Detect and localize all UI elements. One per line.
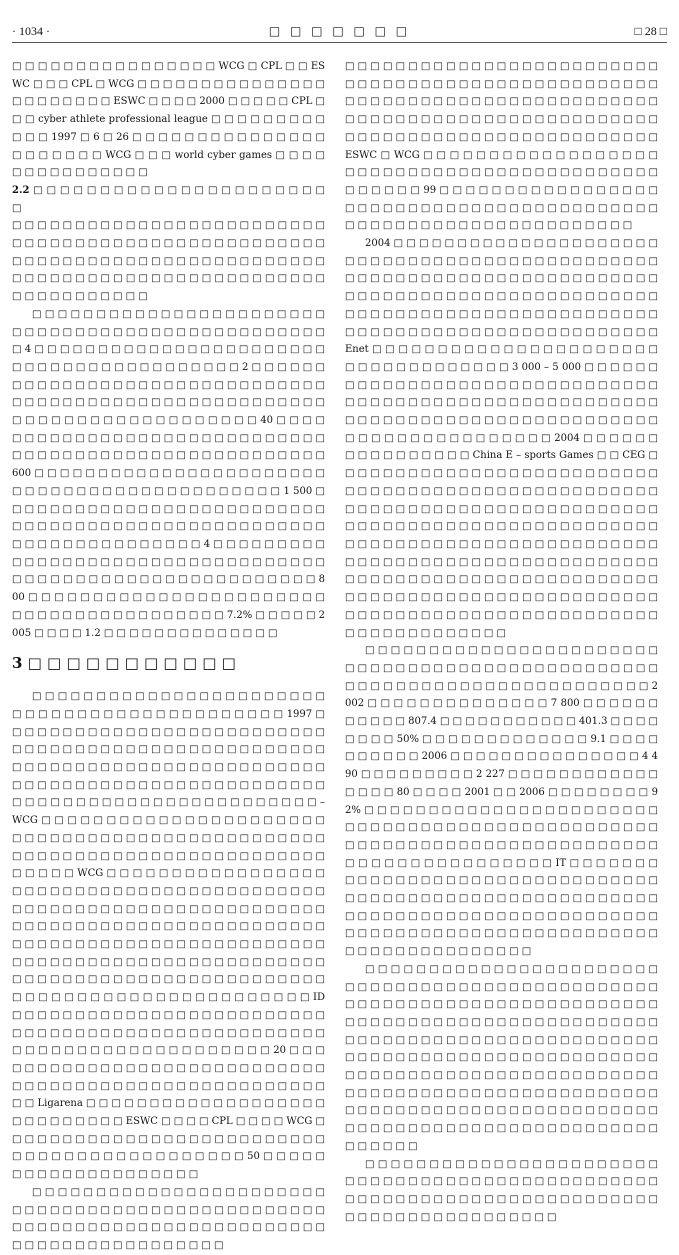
subsection-heading: 2.2 □ □ □ □ □ □ □ □ □ □ □ □ □ □ □ □ □ □ □ □ □ □ □ [12, 184, 325, 214]
paragraph: □ □ □ □ □ □ □ □ □ □ □ □ □ □ □ □ WCG □ CPL □ □ ESWC □ □ □ CPL □ WCG □ □ □ □ □ □ □ □ □ □ □ □ □ □ □ □ □ □ □ □ □ □ □ ESWC □ □ □ □ 2000 □ □ □ □ □ CPL □ □ □ cyber athlete professional league □ □ □ □ □ □ □ □ □ □ □ □ 1997 □ 6 □ 26 □ □ □ □ □ □ □ □ □ □ □ □ □ □ □ □ □ □ □ □ □ □ WCG □ □ □ world cyber games □ □ □ □ □ □ □ □ □ □ □ □ □ □ □ [12, 61, 325, 179]
journal-title: □ □ □ □ □ □ □ [268, 24, 411, 38]
paragraph: □ □ □ □ □ □ □ □ □ □ □ □ □ □ □ □ □ □ □ □ □ □ □ □ □ □ □ □ □ □ □ □ □ □ □ □ □ □ □ □ □ □ □ □ □ □ □ □ □ □ □ □ □ □ □ □ □ □ □ □ □ □ □ □ □ □ □ □ □ □ □ □ 2002 □ □ □ □ □ □ □ □ □ □ □ □ □ □ 7 800 □ □ □ □ □ □ □ □ □ □ □ 807.4 □ □ □ □ □ □ □ □ □ □ □ 401.3 □ □ □ □ □ □ □ □ 50% □ □ □ □ □ □ □ □ □ □ □ □ □ 9.1 □ □ □ □ □ □ □ □ □ □ 2006 □ □ □ □ □ □ □ □ □ □ □ □ □ □ □ 4 490 □ □ □ □ □ □ □ □ □ 2 227 □ □ □ □ □ □ □ □ □ □ □ □ □ □ □ □ 80 □ □ □ □ 2001 □ □ 2006 □ □ □ □ □ □ □ □ 92% □ □ □ □ □ □ □ □ □ □ □ □ □ □ □ □ □ □ □ □ □ □ □ □ □ □ □ □ □ □ □ □ □ □ □ □ □ □ □ □ □ □ □ □ □ □ □ □ □ □ □ □ □ □ □ □ □ □ □ □ □ □ □ □ □ □ □ □ □ □ □ □ □ □ □ □ □ □ □ □ □ □ □ □ □ □ □ □ □ IT □ □ □ □ □ □ □ □ □ □ □ □ □ □ □ □ □ □ □ □ □ □ □ □ □ □ □ □ □ □ □ □ □ □ □ □ □ □ □ □ □ □ □ □ □ □ □ □ □ □ □ □ □ □ □ □ □ □ □ □ □ □ □ □ □ □ □ □ □ □ □ □ □ □ □ □ □ □ □ □ □ □ □ □ □ □ □ □ □ □ □ □ □ □ □ □ □ □ □ □ □ □ □ □ □ □ □ □ □ □ □ □ □ □ □ □ □ □ □ □ □ □ [345, 645, 658, 958]
left-column [12, 58, 325, 1255]
paragraph: □ □ □ □ □ □ □ □ □ □ □ □ □ □ □ □ □ □ □ □ □ □ □ □ □ □ □ □ □ □ □ □ □ □ □ □ □ □ □ □ □ □ □ □ □ □ □ □ □ □ □ □ □ □ □ □ □ □ □ □ □ □ □ □ □ □ □ □ □ □ □ □ □ □ □ □ □ □ □ □ □ □ □ □ □ □ □ □ □ □ □ □ □ □ □ □ □ □ □ □ □ □ □ □ □ □ □ □ □ □ □ □ □ □ □ □ □ □ □ □ □ □ □ □ □ ESWC □ WCG □ □ □ □ □ □ □ □ □ □ □ □ □ □ □ □ □ □ □ □ □ □ □ □ □ □ □ □ □ □ □ □ □ □ □ □ □ □ □ □ □ □ □ □ □ □ □ □ □ 99 □ □ □ □ □ □ □ □ □ □ □ □ □ □ □ □ □ □ □ □ □ □ □ □ □ □ □ □ □ □ □ □ □ □ □ □ □ □ □ □ □ □ □ □ □ □ □ □ □ □ □ □ □ □ □ □ □ □ □ □ □ □ □ □ □ [345, 61, 658, 232]
paragraph: 2004 □ □ □ □ □ □ □ □ □ □ □ □ □ □ □ □ □ □ □ □ □ □ □ □ □ □ □ □ □ □ □ □ □ □ □ □ □ □ □ □ □ □ □ □ □ □ □ □ □ □ □ □ □ □ □ □ □ □ □ □ □ □ □ □ □ □ □ □ □ □ □ □ □ □ □ □ □ □ □ □ □ □ □ □ □ □ □ □ □ □ □ □ □ □ □ □ □ □ □ □ □ □ □ □ □ □ □ □ □ □ □ □ □ □ □ □ □ □ □ □ □ □ □ □ □ □ □ □ □ □ □ □ □ □ □ □ □ □ □ □ □ □ □ □ □ □ Enet □ □ □ □ □ □ □ □ □ □ □ □ □ □ □ □ □ □ □ □ □ □ □ □ □ □ □ □ □ □ □ □ □ □ □ 3 000 – 5 000 □ □ □ □ □ □ □ □ □ □ □ □ □ □ □ □ □ □ □ □ □ □ □ □ □ □ □ □ □ □ □ □ □ □ □ □ □ □ □ □ □ □ □ □ □ □ □ □ □ □ □ □ □ □ □ □ □ □ □ □ □ □ □ □ □ □ □ □ □ □ □ □ □ □ □ □ □ □ □ □ □ □ □ □ □ □ □ □ □ □ □ □ □ □ □ □ □ 2004 □ □ □ □ □ □ □ □ □ □ □ □ □ □ □ □ China E – sports Games □ □ CEG □ □ □ □ □ □ □ □ □ □ □ □ □ □ □ □ □ □ □ □ □ □ □ □ □ □ □ □ □ □ □ □ □ □ □ □ □ □ □ □ □ □ □ □ □ □ □ □ □ □ □ □ □ □ □ □ □ □ □ □ □ □ □ □ □ □ □ □ □ □ □ □ □ □ □ □ □ □ □ □ □ □ □ □ □ □ □ □ □ □ □ □ □ □ □ □ □ □ □ □ □ □ □ □ □ □ □ □ □ □ □ □ □ □ □ □ □ □ □ □ □ □ □ □ □ □ □ □ □ □ □ □ □ □ □ □ □ □ □ □ □ □ □ □ □ □ □ □ □ □ □ □ □ □ □ □ □ □ □ □ □ □ □ □ □ □ □ □ □ □ □ □ □ □ □ □ □ □ □ □ □ □ □ □ □ □ □ □ □ □ □ □ □ □ □ □ □ □ □ □ □ □ □ □ □ □ □ □ □ □ □ □ □ □ □ □ □ □ □ □ □ □ □ □ □ □ □ □ □ □ □ □ □ □ □ □ □ □ □ [345, 238, 658, 639]
paragraph: □ □ □ □ □ □ □ □ □ □ □ □ □ □ □ □ □ □ □ □ □ □ □ □ □ □ □ □ □ □ □ □ □ □ □ □ □ □ □ □ □ □ □ □ □ □ □ □ □ □ □ □ □ □ □ □ □ □ □ □ □ □ □ □ □ □ □ □ □ □ □ □ □ □ □ □ □ □ □ □ □ □ □ □ □ □ □ □ □ □ [345, 1158, 658, 1223]
page-number: · 1034 · [12, 24, 50, 38]
paragraph: □ □ □ □ □ □ □ □ □ □ □ □ □ □ □ □ □ □ □ □ □ □ □ □ □ □ □ □ □ □ □ □ □ □ □ □ □ □ □ □ □ □ □ □ □ □ □ □ □ □ □ □ □ □ □ □ □ □ □ □ □ □ □ □ □ □ □ □ □ □ □ □ □ □ □ □ □ □ □ □ □ □ □ □ □ □ □ □ □ □ □ □ □ □ □ □ □ □ □ □ □ □ □ □ □ □ □ □ □ □ □ [12, 220, 325, 303]
volume-number: □ 28 □ [634, 24, 667, 38]
paragraph: □ □ □ □ □ □ □ □ □ □ □ □ □ □ □ □ □ □ □ □ □ □ □ □ □ □ □ □ □ □ □ □ □ □ □ □ □ □ □ □ □ □ □ □ □ □ □ □ □ □ □ □ □ □ □ □ □ □ □ □ □ □ □ □ □ □ □ □ □ □ □ □ □ □ □ □ □ □ □ □ □ □ □ □ □ □ □ □ □ □ [12, 1186, 325, 1251]
paragraph: □ □ □ □ □ □ □ □ □ □ □ □ □ □ □ □ □ □ □ □ □ □ □ □ □ □ □ □ □ □ □ □ □ □ □ □ □ □ □ □ □ □ □ □ □ □ □ □ □ □ □ □ □ □ □ □ □ □ □ □ □ □ □ □ □ □ □ □ □ □ □ □ □ □ □ □ □ □ □ □ □ □ □ □ □ □ □ □ □ □ □ □ □ □ □ □ □ □ □ □ □ □ □ □ □ □ □ □ □ □ □ □ □ □ □ □ □ □ □ □ □ □ □ □ □ □ □ □ □ □ □ □ □ □ □ □ □ □ □ □ □ □ □ □ □ □ □ □ □ □ □ □ □ □ □ □ □ □ □ □ □ □ □ □ □ □ □ □ □ □ □ □ □ □ □ □ □ □ □ □ □ □ □ □ □ □ □ □ □ □ □ □ □ □ □ □ □ □ □ □ □ □ □ □ □ □ □ □ □ □ □ □ □ □ □ □ □ □ □ □ □ □ □ □ □ □ □ □ □ □ □ □ □ □ □ □ □ □ □ □ □ □ □ □ □ □ □ □ □ □ □ □ □ □ [345, 963, 658, 1152]
paragraph: □ □ □ □ □ □ □ □ □ □ □ □ □ □ □ □ □ □ □ □ □ □ □ □ □ □ □ □ □ □ □ □ □ □ □ □ □ □ □ □ □ □ □ □ □ □ □ □ □ 4 □ □ □ □ □ □ □ □ □ □ □ □ □ □ □ □ □ □ □ □ □ □ □ □ □ □ □ □ □ □ □ □ □ □ □ □ □ □ □ □ □ 2 □ □ □ □ □ □ □ □ □ □ □ □ □ □ □ □ □ □ □ □ □ □ □ □ □ □ □ □ □ □ □ □ □ □ □ □ □ □ □ □ □ □ □ □ □ □ □ □ □ □ □ □ □ □ □ □ □ □ □ □ □ □ □ □ □ □ □ □ □ □ □ □ □ □ □ 40 □ □ □ □ □ □ □ □ □ □ □ □ □ □ □ □ □ □ □ □ □ □ □ □ □ □ □ □ □ □ □ □ □ □ □ □ □ □ □ □ □ □ □ □ □ □ □ □ □ □ □ □ □ □ 600 □ □ □ □ □ □ □ □ □ □ □ □ □ □ □ □ □ □ □ □ □ □ □ □ □ □ □ □ □ □ □ □ □ □ □ □ □ □ □ □ □ □ □ □ 1 500 □ □ □ □ □ □ □ □ □ □ □ □ □ □ □ □ □ □ □ □ □ □ □ □ □ □ □ □ □ □ □ □ □ □ □ □ □ □ □ □ □ □ □ □ □ □ □ □ □ □ □ □ □ □ □ □ □ □ □ □ □ □ □ □ □ □ 4 □ □ □ □ □ □ □ □ □ □ □ □ □ □ □ □ □ □ □ □ □ □ □ □ □ □ □ □ □ □ □ □ □ □ □ □ □ □ □ □ □ □ □ □ □ □ □ □ □ □ □ □ □ □ □ □ □ □ 800 □ □ □ □ □ □ □ □ □ □ □ □ □ □ □ □ □ □ □ □ □ □ □ □ □ □ □ □ □ □ □ □ □ □ □ □ □ □ □ □ 7.2% □ □ □ □ □ 2005 □ □ □ □ 1.2 □ □ □ □ □ □ □ □ □ □ □ □ □ □ [12, 308, 325, 639]
section-heading: 3 □ □ □ □ □ □ □ □ □ □ □ [12, 654, 236, 673]
paragraph: □ □ □ □ □ □ □ □ □ □ □ □ □ □ □ □ □ □ □ □ □ □ □ □ □ □ □ □ □ □ □ □ □ □ □ □ □ □ □ □ □ □ □ □ 1997 □ □ □ □ □ □ □ □ □ □ □ □ □ □ □ □ □ □ □ □ □ □ □ □ □ □ □ □ □ □ □ □ □ □ □ □ □ □ □ □ □ □ □ □ □ □ □ □ □ □ □ □ □ □ □ □ □ □ □ □ □ □ □ □ □ □ □ □ □ □ □ □ □ □ □ □ □ □ □ □ □ □ □ □ □ □ □ □ □ □ □ □ □ □ □ □ □ □ □ □ □ □ □ □ □ □ □ □ □ □ □ □ □ □ □ □ □ □ □ □ □ □ □ □ □ – WCG □ □ □ □ □ □ □ □ □ □ □ □ □ □ □ □ □ □ □ □ □ □ □ □ □ □ □ □ □ □ □ □ □ □ □ □ □ □ □ □ □ □ □ □ □ □ □ □ □ □ □ □ □ □ □ □ □ □ □ □ □ □ □ □ □ □ □ □ □ □ □ □ □ □ □ □ □ WCG □ □ □ □ □ □ □ □ □ □ □ □ □ □ □ □ □ □ □ □ □ □ □ □ □ □ □ □ □ □ □ □ □ □ □ □ □ □ □ □ □ □ □ □ □ □ □ □ □ □ □ □ □ □ □ □ □ □ □ □ □ □ □ □ □ □ □ □ □ □ □ □ □ □ □ □ □ □ □ □ □ □ □ □ □ □ □ □ □ □ □ □ □ □ □ □ □ □ □ □ □ □ □ □ □ □ □ □ □ □ □ □ □ □ □ □ □ □ □ □ □ □ □ □ □ □ □ □ □ □ □ □ □ □ □ □ □ □ □ □ □ □ □ □ □ □ □ □ □ □ □ □ □ □ □ □ □ □ □ □ □ □ □ □ □ □ □ □ □ □ □ □ □ □ □ □ □ □ □ □ □ □ □ □ □ □ □ □ □ □ ID □ □ □ □ □ □ □ □ □ □ □ □ □ □ □ □ □ □ □ □ □ □ □ □ □ □ □ □ □ □ □ □ □ □ □ □ □ □ □ □ □ □ □ □ □ □ □ □ □ □ □ □ □ □ □ □ □ □ □ □ □ □ □ □ □ □ □ □ □ □ 20 □ □ □ □ □ □ □ □ □ □ □ □ □ □ □ □ □ □ □ □ □ □ □ □ □ □ □ □ □ □ □ □ □ □ □ □ □ □ □ □ □ □ □ □ □ □ □ □ □ □ □ □ □ □ □ Ligarena □ □ □ □ □ □ □ □ □ □ □ □ □ □ □ □ □ □ □ □ □ □ □ □ □ □ □ □ ESWC □ □ □ □ CPL □ □ □ □ WCG □ □ □ □ □ □ □ □ □ □ □ □ □ □ □ □ □ □ □ □ □ □ □ □ □ □ □ □ □ □ □ □ □ □ □ □ □ □ □ □ □ □ □ □ 50 □ □ □ □ □ □ □ □ □ □ □ □ □ □ □ □ □ □ □ □ [12, 691, 325, 1181]
right-column [345, 58, 658, 1226]
running-header [12, 24, 667, 43]
